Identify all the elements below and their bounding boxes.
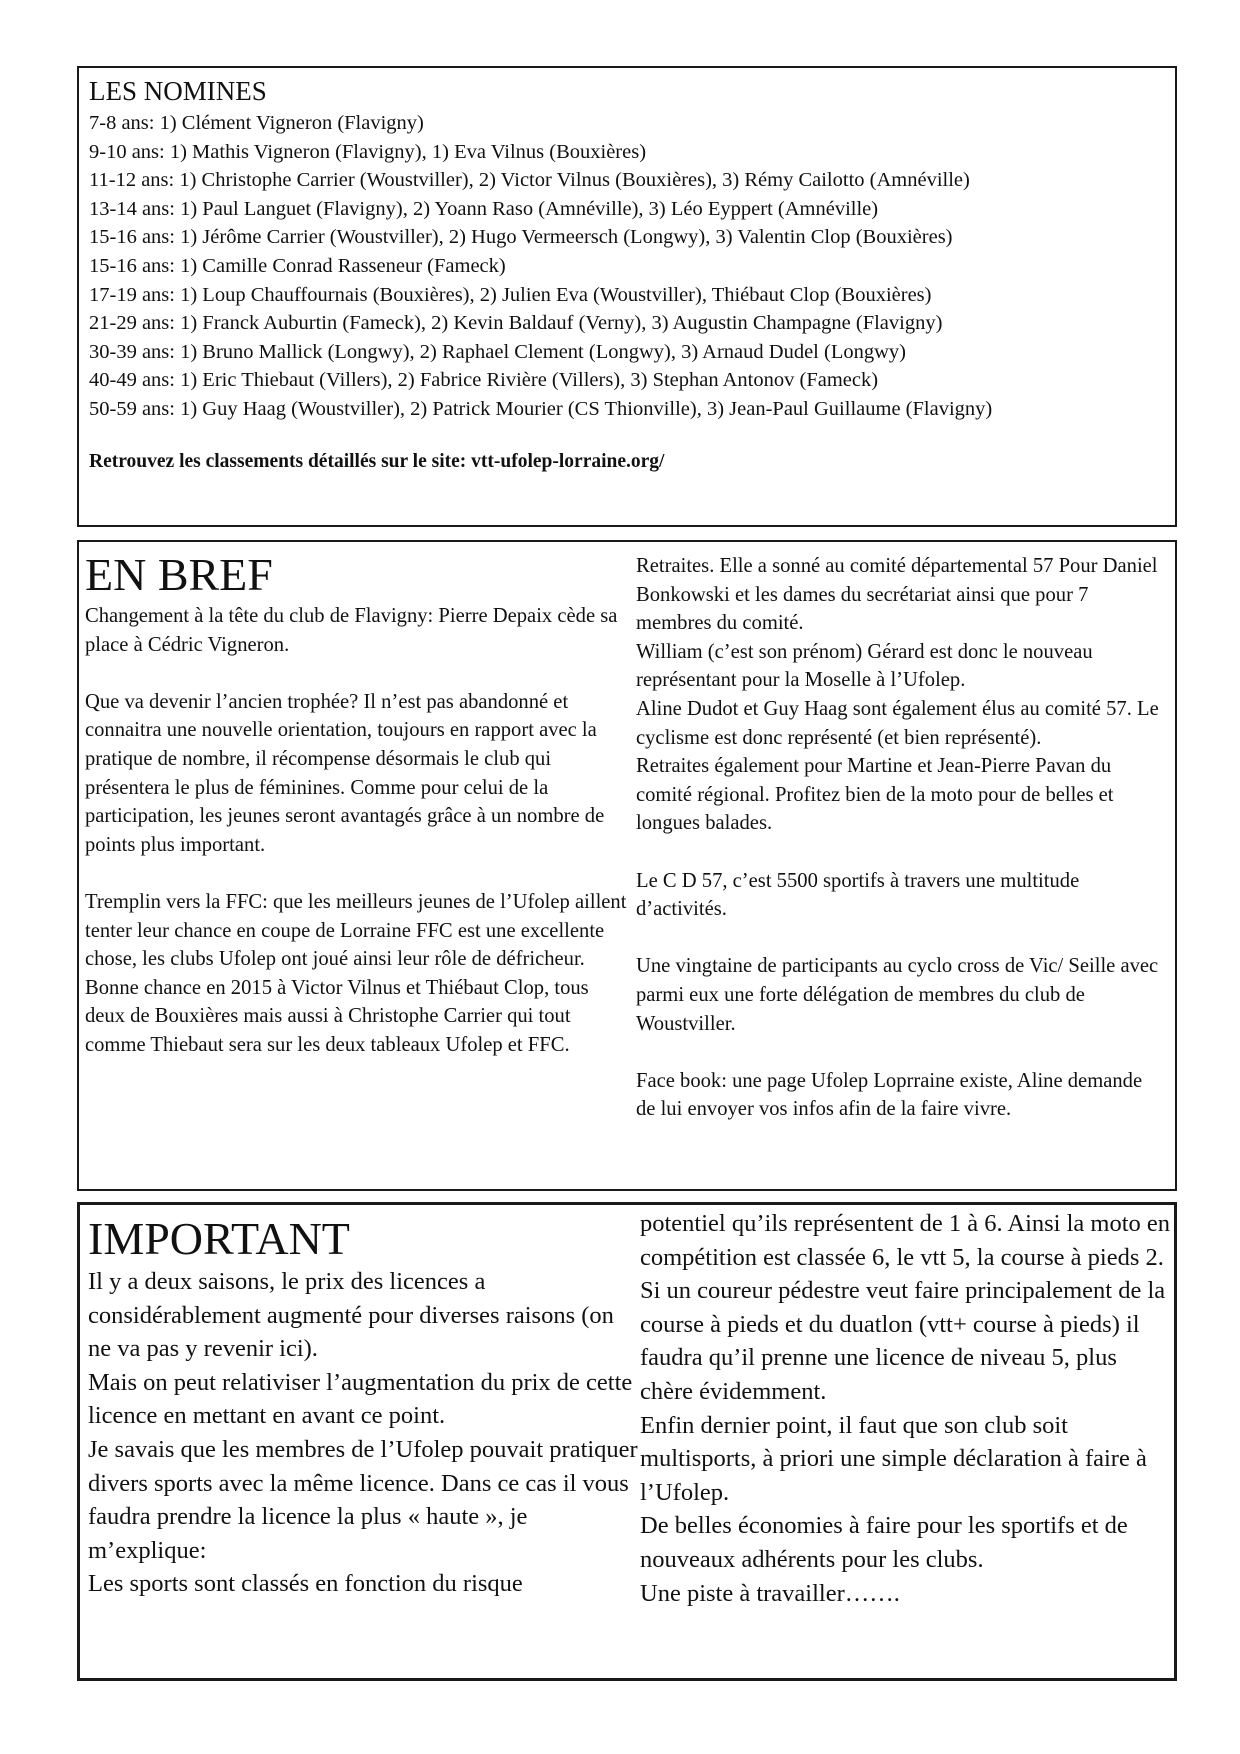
nominee-line: 30-39 ans: 1) Bruno Mallick (Longwy), 2) Raphael Clement (Longwy), 3) Arnaud Dudel (Longwy) bbox=[89, 340, 906, 363]
nominee-line: 7-8 ans: 1) Clément Vigneron (Flavigny) bbox=[89, 112, 424, 134]
en-bref-right-column bbox=[636, 552, 1166, 1124]
bref-paragraph: Face book: une page Ufolep Loprraine existe, Aline demande de lui envoyer vos infos afin de la faire vivre. bbox=[636, 1069, 1143, 1121]
bref-paragraph: William (c’est son prénom) Gérard est donc le nouveau représentant pour la Moselle à l’Ufolep. bbox=[636, 640, 1093, 692]
nominee-line: 13-14 ans: 1) Paul Languet (Flavigny), 2) Yoann Raso (Amnéville), 3) Léo Eyppert (Amnéville) bbox=[89, 197, 879, 220]
nominee-line: 40-49 ans: 1) Eric Thiebaut (Villers), 2) Fabrice Rivière (Villers), 3) Stephan Antonov (Fameck) bbox=[89, 369, 879, 392]
en-bref-left-column bbox=[85, 550, 630, 1060]
en-bref-box bbox=[77, 540, 1177, 1191]
bref-paragraph: Que va devenir l’ancien trophée? Il n’est pas abandonné et connaitra une nouvelle orientation, toujours en rapport avec la pratique de nombre, il récompense désormais le club qui présentera le plus de féminines. Comme pour celui de la participation, les jeunes seront avantagés grâce à un nombre de points plus important. bbox=[85, 690, 605, 856]
bref-paragraph: Retraites également pour Martine et Jean-Pierre Pavan du comité régional. Profitez bien de la moto pour de belles et longues balades. bbox=[636, 755, 1114, 835]
important-paragraph: Les sports sont classés en fonction du risque bbox=[88, 1570, 523, 1598]
en-bref-title: EN BREF bbox=[85, 549, 273, 600]
bref-paragraph: Retraites. Elle a sonné au comité départemental 57 Pour Daniel Bonkowski et les dames du secrétariat ainsi que pour 7 membres du comité. bbox=[636, 555, 1158, 635]
important-paragraph: Une piste à travailler……. bbox=[640, 1579, 900, 1607]
bref-paragraph: Aline Dudot et Guy Haag sont également élus au comité 57. Le cyclisme est donc représenté (et bien représenté). bbox=[636, 697, 1159, 749]
nominee-line: 50-59 ans: 1) Guy Haag (Woustviller), 2) Patrick Mourier (CS Thionville), 3) Jean-Paul Guillaume (Flavigny) bbox=[89, 397, 993, 420]
nominees-title: LES NOMINES bbox=[89, 76, 267, 106]
important-paragraph: potentiel qu’ils représentent de 1 à 6. Ainsi la moto en compétition est classée 6, le vtt 5, la course à pieds 2. Si un coureur pédestre veut faire principalement de la course à pieds et du duatlon (vtt+ course à pieds) il faudra qu’il prenne une licence de niveau 5, plus chère évidemment. bbox=[640, 1210, 1171, 1405]
important-paragraph: Enfin dernier point, il faut que son club soit multisports, à priori une simple déclaration à faire à l’Ufolep. bbox=[640, 1411, 1147, 1506]
bref-paragraph: Tremplin vers la FFC: que les meilleurs jeunes de l’Ufolep aillent tenter leur chance en coupe de Lorraine FFC est une excellente chose, les clubs Ufolep ont joué ainsi leur rôle de défricheur. Bonne chance en 2015 à Victor Vilnus et Thiébaut Clop, tous deux de Bouxières mais aussi à Christophe Carrier qui tout comme Thiebaut sera sur les deux tableaux Ufolep et FFC. bbox=[85, 890, 627, 1056]
nominee-line: 21-29 ans: 1) Franck Auburtin (Fameck), 2) Kevin Baldauf (Verny), 3) Augustin Champagne (Flavigny) bbox=[89, 312, 943, 335]
important-paragraph: Mais on peut relativiser l’augmentation du prix de cette licence en mettant en avant ce point. bbox=[88, 1368, 633, 1430]
important-right-column bbox=[640, 1207, 1175, 1610]
nominee-line: 15-16 ans: 1) Camille Conrad Rasseneur (Fameck) bbox=[89, 254, 506, 277]
nominee-line: 17-19 ans: 1) Loup Chauffournais (Bouxières), 2) Julien Eva (Woustviller), Thiébaut Clop (Bouxières) bbox=[89, 283, 932, 306]
important-title: IMPORTANT bbox=[88, 1213, 350, 1264]
nominee-line: 9-10 ans: 1) Mathis Vigneron (Flavigny), 1) Eva Vilnus (Bouxières) bbox=[89, 140, 647, 163]
important-box bbox=[77, 1202, 1177, 1681]
important-paragraph: De belles économies à faire pour les sportifs et de nouveaux adhérents pour les clubs. bbox=[640, 1512, 1128, 1573]
important-paragraph: Il y a deux saisons, le prix des licences a considérablement augmenté pour diverses raisons (on ne va pas y revenir ici). bbox=[88, 1268, 614, 1363]
nominees-box bbox=[77, 66, 1177, 527]
results-site-link: Retrouvez les classements détaillés sur le site: vtt-ufolep-lorraine.org/ bbox=[89, 450, 665, 472]
nominee-line: 11-12 ans: 1) Christophe Carrier (Woustviller), 2) Victor Vilnus (Bouxières), 3) Rémy Cailotto (Amnéville) bbox=[89, 169, 970, 192]
important-left-column bbox=[88, 1213, 638, 1601]
bref-paragraph: Une vingtaine de participants au cyclo cross de Vic/ Seille avec parmi eux une forte délégation de membres du club de Woustviller. bbox=[636, 955, 1159, 1035]
bref-paragraph: Le C D 57, c’est 5500 sportifs à travers une multitude d’activités. bbox=[636, 869, 1080, 921]
nominee-line: 15-16 ans: 1) Jérôme Carrier (Woustviller), 2) Hugo Vermeersch (Longwy), 3) Valentin Clop (Bouxières) bbox=[89, 226, 953, 249]
bref-paragraph: Changement à la tête du club de Flavigny: Pierre Depaix cède sa place à Cédric Vigneron. bbox=[85, 605, 618, 656]
important-paragraph: Je savais que les membres de l’Ufolep pouvait pratiquer divers sports avec la même licence. Dans ce cas il vous faudra prendre la licence la plus « haute », je m’explique: bbox=[88, 1435, 638, 1564]
